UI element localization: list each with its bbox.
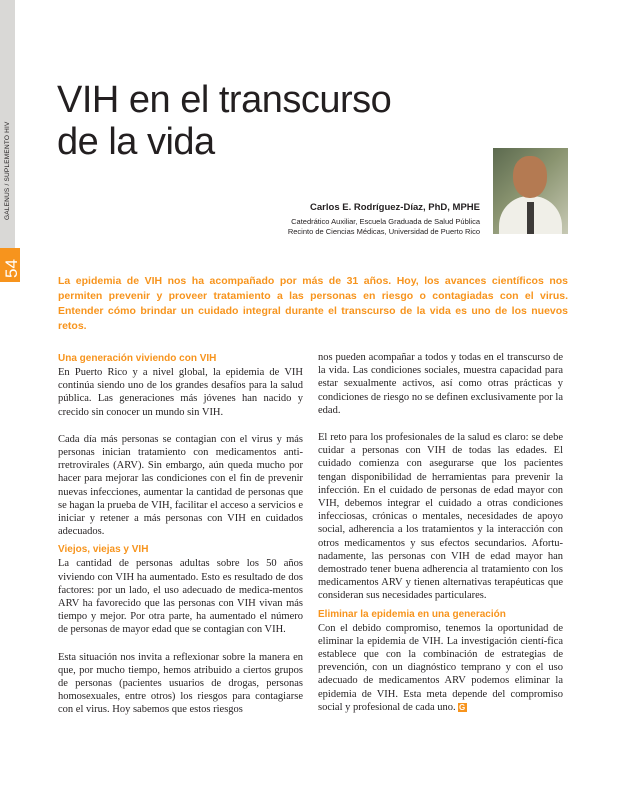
paragraph: Esta situación nos invita a reflexionar sobre la manera en que, por mucho tiempo, hemos atribuido a ciertos grupos de personas (pacientes usuarios de drogas, personas homosexuales, entre otros) los riesgos para contagiarse con el virus. Hoy sabemos que estos riesgos — [58, 651, 303, 716]
column-right — [318, 351, 563, 714]
section-heading: Eliminar la epidemia en una generación — [318, 608, 506, 620]
sidebar-label — [4, 121, 14, 220]
page-number-tab — [0, 248, 20, 282]
author-affiliation-2: Recinto de Ciencias Médicas, Universidad de Puerto Rico — [287, 227, 480, 236]
column-left — [58, 351, 303, 717]
sidebar-strip — [0, 0, 15, 275]
title-line-1: VIH en el transcurso — [57, 79, 392, 121]
author-photo — [493, 148, 568, 234]
paragraph: El reto para los profesionales de la salud es claro: se debe cuidar a personas con VIH de todas las edades. El cuidado comienza con asegurarse que los pacientes tengan disponibilidad de herramientas para prevenir la infección. En el cuidado de personas de edad mayor con VIH, debemos integrar el cuidado a otras condiciones infecciosas, crónicas o mentales, necesidades de apoyo social, adherencia a los tratamientos y la interacción con otros medicamentos y sus efectos secundarios. Afortu-nadamente, las personas con VIH de edad mayor han demostrado tener buena adherencia al tratamiento con los medicamentos ARV y tienen alternativas terapéuticas que consideran sus necesidades particulares. — [318, 432, 563, 602]
author-photo-face — [513, 156, 547, 198]
section-heading: Una generación viviendo con VIH — [58, 353, 217, 364]
title-line-2: de la vida — [57, 121, 215, 163]
paragraph — [318, 622, 563, 714]
page-number: 54 — [2, 259, 21, 278]
paragraph-text: Con el debido compromiso, tenemos la oportunidad de eliminar la epidemia de VIH. La investigación cientí-fica establece que con la combinación de estrategias de prevención, con un diagnóstico temprano y con el uso adecuado de medicamentos ARV podemos eliminar la epidemia de VIH. Esta meta depende del compromiso social y profesional de cada uno. — [318, 622, 563, 713]
section-heading: Viejos, viejas y VIH — [58, 544, 149, 556]
paragraph: La cantidad de personas adultas sobre los 50 años viviendo con VIH ha aumentado. Esto es resultado de dos factores: por un lado, el uso adecuado de medica-mentos ARV ha favorecido que las personas con VIH vivan más tiempo y mejor. Por otra parte, ha aumentado el número de personas de mayor edad que se contagian con VIH. — [58, 558, 303, 636]
author-name: Carlos E. Rodríguez-Díaz, PhD, MPHE — [310, 202, 480, 213]
paragraph: nos pueden acompañar a todos y todas en el transcurso de la vida. Las condiciones sociales, muestra capacidad para estar sexualmente activos, así como otras prácticas y condiciones de riesgo no se definen exclusivamente por la edad. — [318, 352, 563, 416]
end-of-article-mark: G — [459, 702, 466, 712]
paragraph: Cada día más personas se contagian con el virus y más personas inician tratamiento con medicamentos anti-rretrovirales (ARV). Sin embargo, aún queda mucho por hacer para mejorar las condiciones con el fin de prevenir nuevas infecciones, aumentar la cantidad de personas que se hagan la prueba de VIH, facilitar el acceso a servicios e iniciar y retener a más personas con VIH en cuidados adecuados. — [58, 433, 303, 538]
article-intro: La epidemia de VIH nos ha acompañado por más de 31 años. Hoy, los avances científicos nos permiten prevenir y proveer tratamiento a las personas en riesgo o contagiadas con el virus. Entender cómo brindar un cuidado integral durante el transcurso de la vida es uno de los nuevos retos. — [58, 275, 568, 332]
author-photo-tie — [527, 202, 534, 234]
author-affiliation-1: Catedrático Auxiliar, Escuela Graduada de Salud Pública — [291, 217, 480, 226]
sidebar-label-text: GALENUS / SUPLEMENTO HIV — [4, 121, 11, 220]
article-title — [57, 79, 477, 163]
paragraph: En Puerto Rico y a nivel global, la epidemia de VIH continúa siendo uno de los grandes desafíos para la salud pública. Las generaciones más jóvenes han nacido y crecido sin conocer un mundo sin VIH. — [58, 367, 303, 418]
